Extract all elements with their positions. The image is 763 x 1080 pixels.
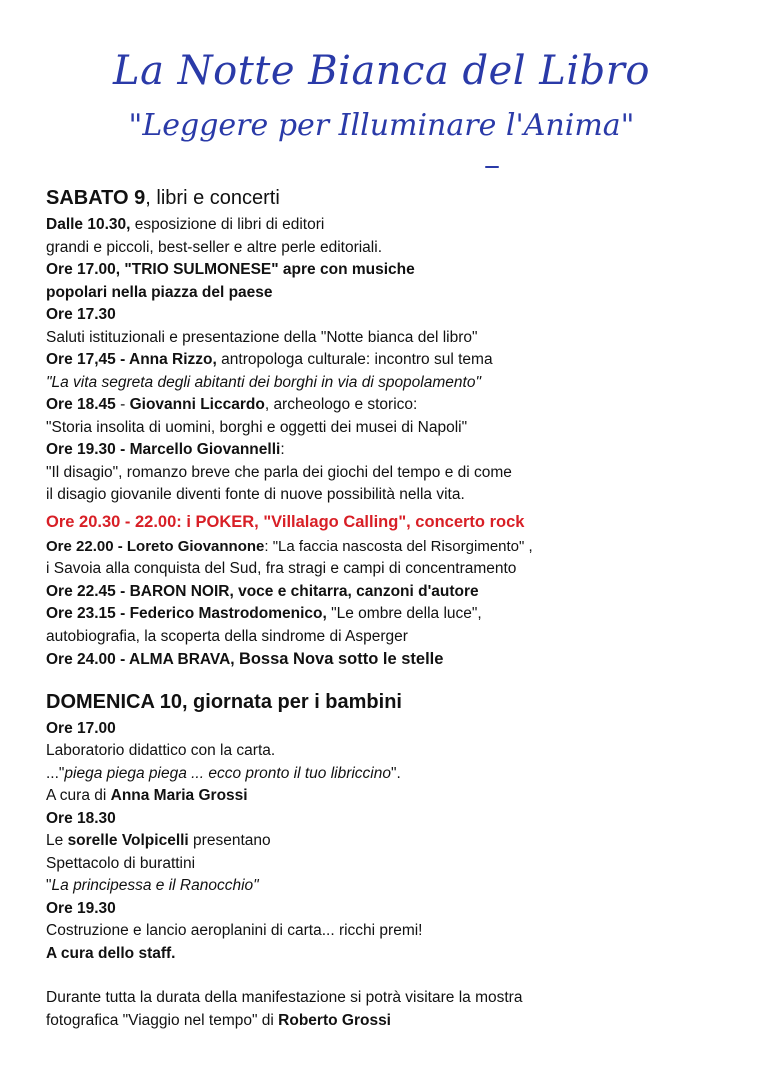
- sun-line-1: Ore 17.00: [46, 719, 116, 737]
- sat-line-6: Saluti istituzionali e presentazione della "Notte bianca del libro": [46, 328, 478, 346]
- sun-line-9: Ore 19.30: [46, 899, 116, 917]
- footer-line-2: [46, 1010, 746, 1033]
- sun-text: ...": [46, 764, 65, 782]
- sun-line-11: A cura dello staff.: [46, 944, 176, 962]
- sun-line-8: [46, 875, 746, 898]
- saturday-heading-bold: SABATO 9: [46, 187, 146, 209]
- sat-line-1: [46, 214, 746, 237]
- sun-line-10: Costruzione e lancio aeroplanini di carta... ricchi premi!: [46, 922, 423, 939]
- sat-line-19: [46, 648, 746, 672]
- sun-bold: sorelle Volpicelli: [67, 832, 189, 849]
- sat-line-4: popolari nella piazza del paese: [46, 283, 273, 301]
- sat-speaker: Ore 22.00 - Loreto Giovannone: [46, 537, 265, 555]
- sun-line-4: [46, 785, 746, 808]
- sat-line-15: i Savoia alla conquista del Sud, fra stragi e campi di concentramento: [46, 560, 517, 577]
- sun-line-2: Laboratorio didattico con la carta.: [46, 742, 276, 759]
- program-content: [46, 184, 746, 1032]
- sat-line-16: Ore 22.45 - BARON NOIR, voce e chitarra, canzoni d'autore: [46, 582, 479, 600]
- footer-bold: Roberto Grossi: [278, 1011, 391, 1029]
- sun-line-3: [46, 763, 746, 786]
- sat-line-13: il disagio giovanile diventi fonte di nuove possibilità nella vita.: [46, 486, 465, 503]
- sun-text: presentano: [188, 832, 271, 849]
- sat-text: antropologa culturale: incontro sul tema: [216, 351, 493, 368]
- sun-text: ": [46, 877, 52, 894]
- decorative-dash: [485, 166, 499, 168]
- sun-bold: Anna Maria Grossi: [110, 787, 248, 804]
- sat-speaker: Ore 19.30 - Marcello Giovannelli: [46, 441, 281, 458]
- sat-time: Ore 18.45: [46, 396, 116, 413]
- sat-text: , archeologo e storico:: [264, 396, 418, 413]
- sun-text: ".: [391, 764, 401, 782]
- sun-text: A cura di: [46, 787, 111, 804]
- sun-line-6: [46, 830, 746, 853]
- page-subtitle: "Leggere per Illuminare l'Anima": [128, 108, 635, 143]
- sat-speaker: Giovanni Liccardo: [129, 396, 265, 413]
- footer-line-1: Durante tutta la durata della manifestazione si potrà visitare la mostra: [46, 989, 523, 1006]
- sat-line-18: autobiografia, la scoperta della sindrome di Asperger: [46, 627, 408, 645]
- sat-text: "Le ombre della luce",: [326, 605, 482, 622]
- sat-line-17: [46, 603, 746, 626]
- sat-line-10: "Storia insolita di uomini, borghi e oggetti dei musei di Napoli": [46, 418, 468, 436]
- sat-line-11: [46, 439, 746, 462]
- sat-text: : "La faccia nascosta del Risorgimento" ,: [264, 537, 533, 555]
- sat-line-2: grandi e piccoli, best-seller e altre perle editoriali.: [46, 238, 382, 256]
- sat-line-3: Ore 17.00, "TRIO SULMONESE" apre con musiche: [46, 261, 415, 278]
- footer-text: fotografica "Viaggio nel tempo" di: [46, 1011, 279, 1029]
- sun-line-7: Spettacolo di burattini: [46, 854, 196, 872]
- sat-time: Dalle 10.30,: [46, 216, 131, 233]
- sat-dash: -: [115, 396, 130, 413]
- sun-italic: La principessa e il Ranocchio": [51, 877, 259, 894]
- concert-highlight: Ore 20.30 - 22.00: i POKER, "Villalago Calling", concerto rock: [46, 512, 525, 531]
- sat-line-9: [46, 394, 746, 417]
- sat-text: esposizione di libri di editori: [130, 216, 325, 233]
- sat-line-7: [46, 349, 746, 372]
- sat-line-12: "Il disagio", romanzo breve che parla dei giochi del tempo e di come: [46, 463, 512, 481]
- sat-text: Bossa Nova sotto le stelle: [238, 650, 444, 668]
- sun-text: Le: [46, 832, 68, 849]
- sat-speaker: Ore 24.00 - ALMA BRAVA,: [46, 651, 239, 668]
- sat-line-8: "La vita segreta degli abitanti dei borghi in via di spopolamento": [46, 373, 481, 391]
- saturday-heading-rest: , libri e concerti: [145, 187, 280, 209]
- sun-italic: piega piega piega ... ecco pronto il tuo libriccino: [64, 764, 391, 782]
- sat-line-14: [46, 536, 746, 559]
- saturday-heading: [46, 184, 746, 214]
- sat-speaker: Ore 17,45 - Anna Rizzo,: [46, 351, 217, 368]
- sun-line-5: Ore 18.30: [46, 809, 116, 827]
- sat-speaker: Ore 23.15 - Federico Mastrodomenico,: [46, 605, 327, 622]
- sunday-heading: DOMENICA 10, giornata per i bambini: [46, 690, 402, 713]
- sat-text: :: [280, 441, 285, 458]
- sat-line-5: Ore 17.30: [46, 306, 116, 323]
- page-title: La Notte Bianca del Libro: [113, 48, 650, 94]
